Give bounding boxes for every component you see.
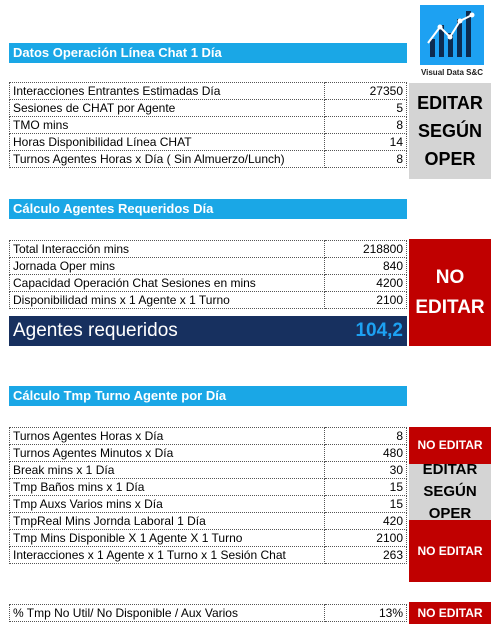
table-row [10, 83, 407, 100]
row-label: % Tmp No Util/ No Disponible / Aux Varios [10, 605, 325, 622]
badge-line-2: SEGÚN [423, 483, 477, 500]
row-value-cell[interactable]: 30 [325, 462, 407, 479]
table-row [10, 100, 407, 117]
badge-line-1: EDITAR [417, 93, 483, 113]
row-label: TmpReal Mins Jornda Laboral 1 Día [10, 513, 325, 530]
row-value-cell: 8 [325, 428, 407, 445]
editar-segun-oper-badge [409, 83, 491, 179]
table-row [10, 151, 407, 168]
table-row [10, 258, 407, 275]
row-label: Turnos Agentes Horas x Día [10, 428, 325, 445]
section-header-calculo-tmp-turno: Cálculo Tmp Turno Agente por Día [9, 386, 407, 406]
row-label: Capacidad Operación Chat Sesiones en mins [10, 275, 325, 292]
row-label: TMO mins [10, 117, 325, 134]
table-row [10, 462, 407, 479]
row-label: Sesiones de CHAT por Agente [10, 100, 325, 117]
section-header-datos-operacion: Datos Operación Línea Chat 1 Día [9, 43, 407, 63]
row-label: Tmp Baños mins x 1 Día [10, 479, 325, 496]
row-value-cell: 263 [325, 547, 407, 564]
table-row [10, 513, 407, 530]
badge-line-3: OPER [424, 149, 476, 169]
row-value-cell[interactable]: 8 [325, 151, 407, 168]
bar-chart-logo-icon [420, 5, 484, 65]
result-value: 104,2 [355, 320, 403, 341]
visual-data-logo [413, 5, 491, 79]
row-label: Total Interacción mins [10, 241, 325, 258]
agentes-requeridos-result [9, 316, 407, 346]
row-label: Jornada Oper mins [10, 258, 325, 275]
logo-caption: Visual Data S&C [420, 68, 484, 77]
row-value-cell[interactable]: 5 [325, 100, 407, 117]
table-row [10, 605, 407, 622]
table-row [10, 241, 407, 258]
table-row [10, 117, 407, 134]
row-label: Disponibilidad mins x 1 Agente x 1 Turno [10, 292, 325, 309]
table-row [10, 275, 407, 292]
section-header-calculo-agentes: Cálculo Agentes Requeridos Día [9, 199, 407, 219]
row-value-cell: 480 [325, 445, 407, 462]
row-value-cell: 4200 [325, 275, 407, 292]
row-label: Interacciones Entrantes Estimadas Día [10, 83, 325, 100]
row-value-cell: 420 [325, 513, 407, 530]
row-value-cell: 840 [325, 258, 407, 275]
badge-line-3: OPER [428, 505, 472, 520]
no-editar-badge: NO EDITAR [409, 520, 491, 582]
table-row [10, 530, 407, 547]
row-value-cell[interactable]: 8 [325, 117, 407, 134]
editar-segun-oper-badge [409, 464, 491, 520]
row-label: Tmp Auxs Varios mins x Día [10, 496, 325, 513]
row-label: Break mins x 1 Día [10, 462, 325, 479]
no-editar-badge [409, 239, 491, 346]
badge-line-2: EDITAR [415, 297, 485, 318]
row-label: Interacciones x 1 Agente x 1 Turno x 1 Sesión Chat [10, 547, 325, 564]
row-value-cell[interactable]: 14 [325, 134, 407, 151]
table-row [10, 496, 407, 513]
table-row [10, 479, 407, 496]
row-value-cell: 2100 [325, 292, 407, 309]
no-editar-badge: NO EDITAR [409, 602, 491, 624]
row-value-cell[interactable]: 15 [325, 496, 407, 513]
row-value-cell: 218800 [325, 241, 407, 258]
row-value-cell: 13% [325, 605, 407, 622]
badge-line-2: SEGÚN [417, 121, 482, 141]
table-row [10, 547, 407, 564]
result-label: Agentes requeridos [13, 320, 178, 341]
table-row [10, 445, 407, 462]
row-value-cell[interactable]: 15 [325, 479, 407, 496]
badge-line-1: NO [435, 267, 465, 288]
calculo-agentes-table [9, 240, 407, 309]
calculo-tmp-turno-table [9, 427, 407, 564]
row-label: Tmp Mins Disponible X 1 Agente X 1 Turno [10, 530, 325, 547]
table-row [10, 134, 407, 151]
row-value-cell[interactable]: 27350 [325, 83, 407, 100]
row-value-cell: 2100 [325, 530, 407, 547]
table-row [10, 292, 407, 309]
no-editar-badge: NO EDITAR [409, 427, 491, 464]
row-label: Turnos Agentes Minutos x Día [10, 445, 325, 462]
table-row [10, 428, 407, 445]
row-label: Turnos Agentes Horas x Día ( Sin Almuerzo/Lunch) [10, 151, 325, 168]
tmp-no-util-table [9, 604, 407, 622]
badge-line-1: EDITAR [422, 464, 478, 478]
datos-operacion-table [9, 82, 407, 168]
row-label: Horas Disponibilidad Línea CHAT [10, 134, 325, 151]
